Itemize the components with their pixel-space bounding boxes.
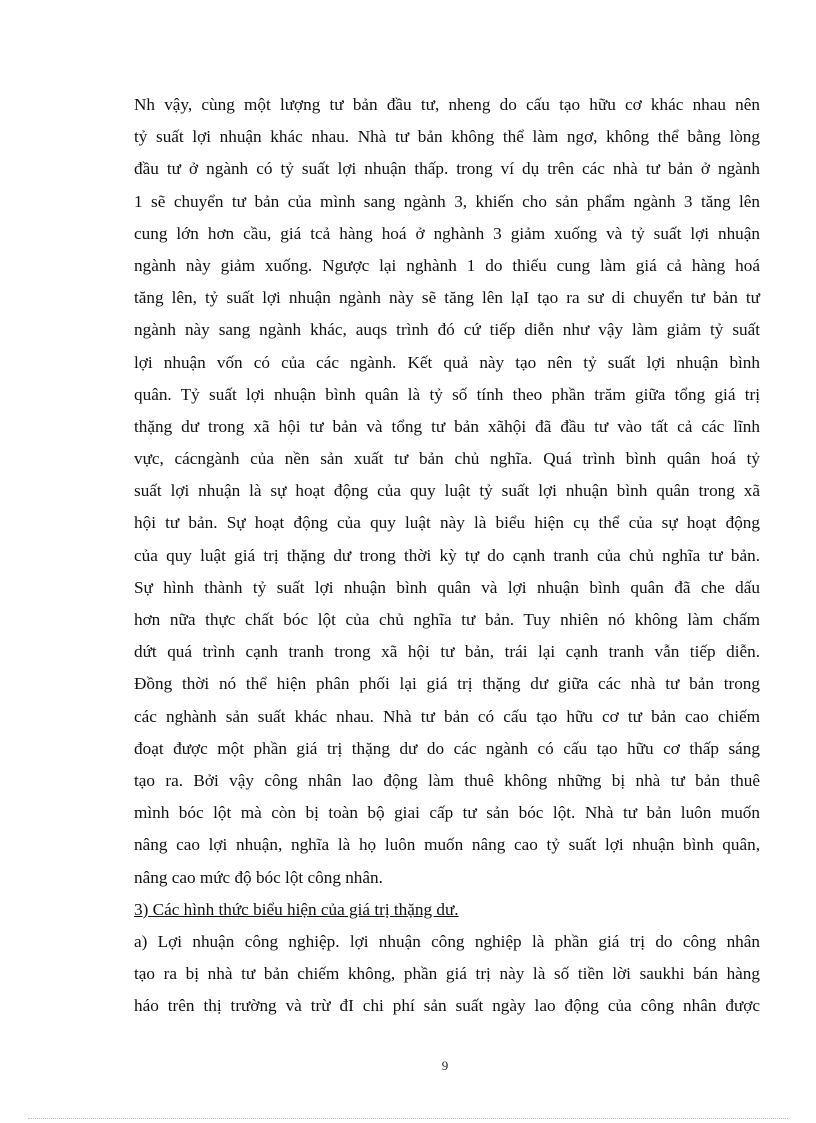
text-line: lợi nhuận vốn có của các ngành. Kết quả này tạo nên tỷ suất lợi nhuận bình	[134, 352, 760, 372]
body-text	[134, 89, 760, 1022]
page-bottom-divider	[28, 1118, 788, 1119]
text-line: hơn nữa thực chất bóc lột của chủ nghĩa tư bản. Tuy nhiên nó không làm chấm	[134, 610, 760, 629]
text-line: quân. Tỷ suất lợi nhuận bình quân là tỷ số tính theo phần trăm giữa tổng giá trị	[134, 384, 760, 404]
text-line: tỷ suất lợi nhuận khác nhau. Nhà tư bản không thể làm ngơ, không thể bằng lòng	[134, 127, 760, 147]
text-line: ngành này giảm xuống. Ngược lại nghành 1 do thiếu cung làm giá cả hàng hoá	[134, 255, 760, 275]
text-line: tạo ra. Bởi vậy công nhân lao động làm thuê không những bị nhà tư bản thuê	[134, 770, 760, 790]
text-line: háo trên thị trường và trừ đI chi phí sản suất ngày lao động của công nhân được	[134, 996, 760, 1016]
text-line: Đồng thời nó thể hiện phân phối lại giá trị thặng dư giữa các nhà tư bản trong	[134, 674, 760, 694]
text-line: thặng dư trong xã hội tư bản và tổng tư bản xãhội đã đầu tư vào tất cả các lĩnh	[134, 416, 760, 436]
text-line: Nh vậy, cùng một lượng tư bản đầu tư, nheng do cấu tạo hữu cơ khác nhau nên	[134, 95, 760, 114]
text-line: của quy luật giá trị thặng dư trong thời kỳ tự do cạnh tranh của chủ nghĩa tư bản.	[134, 545, 760, 565]
text-line: đầu tư ở ngành có tỷ suất lợi nhuận thấp. trong ví dụ trên các nhà tư bản ở ngành	[134, 159, 760, 179]
text-line: 1 sẽ chuyển tư bản của mình sang ngành 3, khiến cho sản phẩm ngành 3 tăng lên	[134, 191, 760, 211]
text-line: cung lớn hơn cầu, giá tcả hàng hoá ở nghành 3 giảm xuống và tỷ suất lợi nhuận	[134, 223, 760, 243]
text-line: đoạt được một phần giá trị thặng dư do các ngành có cấu tạo hữu cơ thấp sáng	[134, 738, 760, 758]
section-heading: 3) Các hình thức biểu hiện của giá trị thặng dư.	[134, 899, 459, 919]
text-line: nâng cao mức độ bóc lột công nhân.	[134, 867, 383, 887]
page-number: 9	[441, 1058, 449, 1073]
text-line: suất lợi nhuận là sự hoạt động của quy luật tỷ suất lợi nhuận bình quân trong xã	[134, 481, 760, 501]
text-line: vực, cácngành của nền sản xuất tư bản chủ nghĩa. Quá trình bình quân hoá tỷ	[134, 449, 760, 469]
text-line: mình bóc lột mà còn bị toàn bộ giai cấp tư sản bóc lột. Nhà tư bản luôn muốn	[134, 803, 760, 823]
text-line: a) Lợi nhuận công nghiệp. lợi nhuận công nghiệp là phần giá trị do công nhân	[134, 931, 760, 951]
text-line: các nghành sản suất khác nhau. Nhà tư bản có cấu tạo hữu cơ tư bản cao chiếm	[134, 706, 760, 726]
text-line: tạo ra bị nhà tư bản chiếm không, phần giá trị này là số tiền lời saukhi bán hàng	[134, 964, 760, 984]
text-line: hội tư bản. Sự hoạt động của quy luật này là biểu hiện cụ thể của sự hoạt động	[134, 513, 760, 533]
text-line: tăng lên, tỷ suất lợi nhuận ngành này sẽ tăng lên lạI tạo ra sư di chuyển tư bản tư	[134, 288, 760, 308]
text-line: Sự hình thành tỷ suất lợi nhuận bình quân và lợi nhuận bình quân đã che dấu	[134, 577, 760, 597]
text-line: nâng cao lợi nhuận, nghĩa là họ luôn muốn nâng cao tỷ suất lợi nhuận bình quân,	[134, 835, 760, 855]
text-line: ngành này sang ngành khác, auqs trình đó cứ tiếp diễn như vậy làm giảm tỷ suất	[134, 320, 760, 340]
text-line: dứt quá trình cạnh tranh trong xã hội tư bản, trái lại cạnh tranh vẫn tiếp diễn.	[134, 642, 760, 662]
